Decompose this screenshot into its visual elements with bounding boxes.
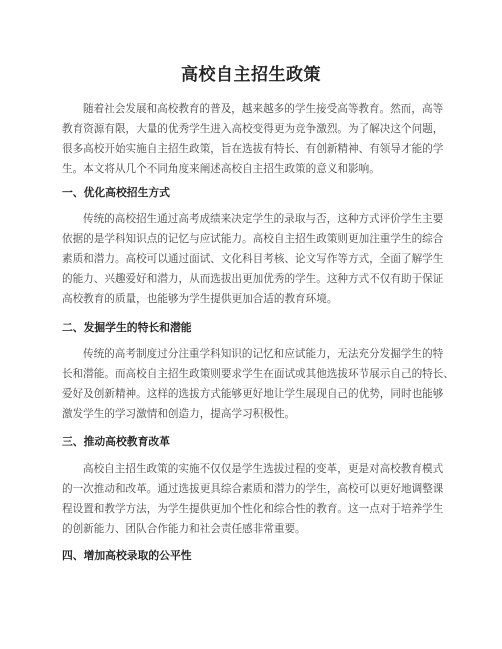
paragraph-line: 爱好及创新精神。这样的选拔方式能够更好地让学生展现自己的优势，同时也能够 [62,388,444,400]
section-heading: 三、推动高校教育改革 [62,435,170,448]
intro-paragraph [62,99,447,179]
paragraph-line: 的能力、兴趣爱好和潜力，从而选拔出更加优秀的学生。这种方式不仅有助于保证 [62,273,444,285]
paragraph-line: 随着社会发展和高校教育的普及，越来越多的学生接受高等教育。然而，高等 [83,103,444,115]
section-paragraph [62,459,447,539]
section-paragraph [62,209,447,309]
paragraph-line: 激发学生的学习激情和创造力，提高学习积极性。 [62,408,296,420]
document-title: 高校自主招生政策 [181,65,321,85]
paragraph-line: 的一次推动和改革。通过选拔更具综合素质和潜力的学生，高校可以更好地调整课 [62,483,444,495]
section-heading: 二、发掘学生的特长和潜能 [62,321,192,334]
section-heading: 四、增加高校录取的公平性 [62,549,192,562]
paragraph-line: 依据的是学科知识点的记忆与应试能力。高校自主招生政策则更加注重学生的综合 [62,233,444,245]
paragraph-line: 长和潜能。而高校自主招生政策则要求学生在面试或其他选拔环节展示自己的特长、 [62,368,454,380]
paragraph-line: 的创新能力、团队合作能力和社会责任感非常重要。 [62,523,306,535]
paragraph-line: 素质和潜力。高校可以通过面试、文化科目考核、论文写作等方式，全面了解学生 [62,253,444,265]
paragraph-line: 生。本文将从几个不同角度来阐述高校自主招生政策的意义和影响。 [62,163,380,175]
paragraph-line: 传统的高考制度过分注重学科知识的记忆和应试能力，无法充分发掘学生的特 [83,348,444,360]
paragraph-line: 教育资源有限，大量的优秀学生进入高校变得更为竞争激烈。为了解决这个问题， [62,123,444,135]
section-paragraph [62,344,454,424]
paragraph-line: 高校自主招生政策的实施不仅仅是学生选拔过程的变革，更是对高校教育模式 [83,463,444,475]
paragraph-line: 高校教育的质量，也能够为学生提供更加合适的教育环境。 [62,293,338,305]
paragraph-line: 很多高校开始实施自主招生政策，旨在选拔有特长、有创新精神、有领导才能的学 [62,143,444,155]
paragraph-line: 传统的高校招生通过高考成绩来决定学生的录取与否，这种方式评价学生主要 [83,213,444,225]
section-heading: 一、优化高校招生方式 [62,186,170,199]
paragraph-line: 程设置和教学方法，为学生提供更加个性化和综合性的教育。这一点对于培养学生 [62,503,444,515]
